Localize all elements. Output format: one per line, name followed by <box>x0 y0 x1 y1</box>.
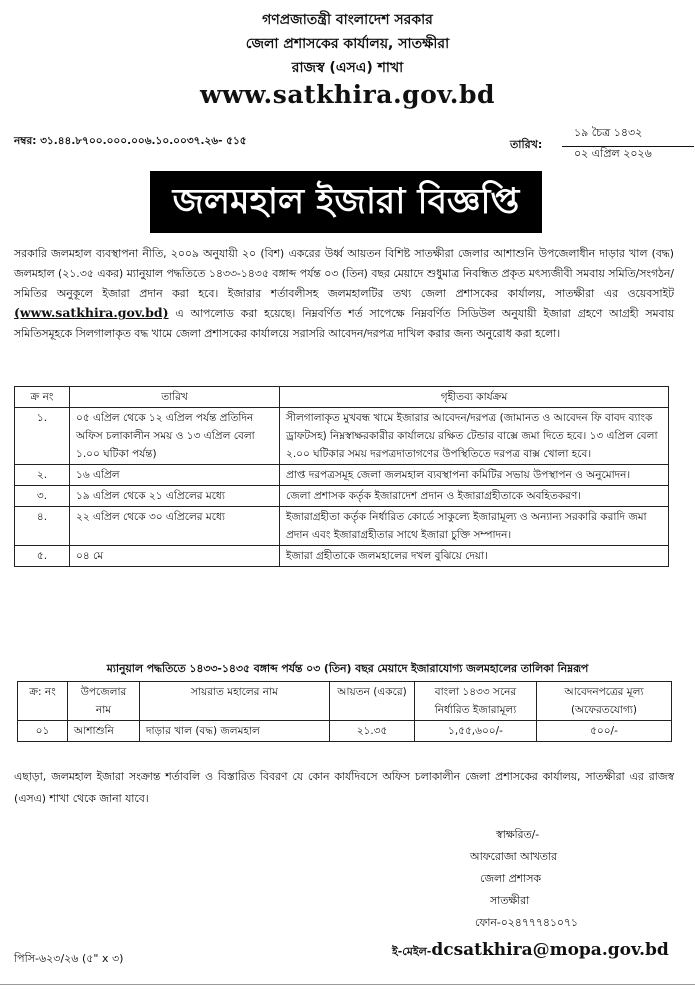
date-bangla: ১৯ চৈত্র ১৪৩২ <box>562 122 694 147</box>
signed-text: স্বাক্ষরিত/- <box>496 828 540 841</box>
cell-area: ২১.৩৫ <box>330 721 415 742</box>
col-price: বাংলা ১৪৩৩ সনের নির্ধারিত ইজারামূল্য <box>415 682 537 721</box>
email-prefix: ই-মেইল- <box>392 945 432 958</box>
col-date: তারিখ <box>70 387 280 408</box>
col-action: গৃহীতব্য কার্যক্রম <box>280 387 669 408</box>
cell-upazila: আশাশুনি <box>68 721 140 742</box>
row-action: সীলগালাকৃত মুখবন্ধ খামে ইজারার আবেদন/দরপত্র (জামানত ও আবেদন ফি বাবদ ব্যাংক ড্রাফটসহ) নিম্নস্বাক্ষরকারীর কার্যালয়ে রক্ষিত টেন্ডার বাক্সে জমা দিতে হবে। ১৩ এপ্রিল বেলা ২.০০ ঘটিকার সময় দরপত্রদাতাগণের উপস্থিতিতে দরপত্র বাক্স খোলা হবে। <box>280 408 669 465</box>
row-serial: ৩. <box>15 486 70 507</box>
table-row <box>15 408 669 465</box>
table-row <box>15 507 669 546</box>
col-serial: ক্র নং <box>15 387 70 408</box>
col-upazila: উপজেলার নাম <box>68 682 140 721</box>
date-english: ০২ এপ্রিল ২০২৬ <box>574 147 652 160</box>
row-date: ১৯ এপ্রিল থেকে ২১ এপ্রিলের মধ্যে <box>70 486 280 507</box>
website-link[interactable]: (www.satkhira.gov.bd) <box>14 305 169 321</box>
cell-price: ১,৫৫,৬০০/- <box>415 721 537 742</box>
notice-title: জলমহাল ইজারা বিজ্ঞপ্তি <box>150 171 542 233</box>
jalmahal-header-row <box>18 682 672 721</box>
office-title: জেলা প্রশাসকের কার্যালয়, সাতক্ষীরা <box>245 36 450 52</box>
row-serial: ৪. <box>15 507 70 546</box>
col-fee: আবেদনপত্রের মূল্য (অফেরতযোগ্য) <box>537 682 672 721</box>
jalmahal-list-title: ম্যানুয়াল পদ্ধতিতে ১৪৩৩-১৪৩৫ বঙ্গাব্দ পর্যন্ত ০৩ (তিন) বছর মেয়াদে ইজারাযোগ্য জলমহালের তালিকা নিম্নরূপ <box>106 662 589 675</box>
col-area: আয়তন (একরে) <box>330 682 415 721</box>
signatory-email-line <box>392 939 669 963</box>
jalmahal-table <box>17 681 672 742</box>
table-row <box>15 546 669 567</box>
col-serial: ক্র: নং <box>18 682 68 721</box>
memo-number: নম্বর: ৩১.৪৪.৮৭০০.০০০.০০৬.১০.০০৩৭.২৬- ৫১৫ <box>14 135 247 147</box>
cell-fee: ৫০০/- <box>537 721 672 742</box>
row-date: ০৪ মে <box>70 546 280 567</box>
pc-code: পিসি-৬২৩/২৬ (৫" x ৩) <box>14 952 124 965</box>
col-name: সায়রাত মহালের নাম <box>140 682 330 721</box>
row-action: ইজারাগ্রহীতা কর্তৃক নির্ধারিত কোর্ডে সাকুল্যে ইজারামূল্য ও অন্যান্য সরকারি করাদি জমা প্রদান এবং ইজারাগ্রহীতার সাথে ইজারা চুক্তি সম্পাদন। <box>280 507 669 546</box>
signatory-email[interactable]: dcsatkhira@mopa.gov.bd <box>431 940 669 960</box>
body-part2: এ আপলোড করা হয়েছে। নিম্নবর্ণিত শর্ত সাপেক্ষে নিম্নবর্ণিত সিডিউল অনুযায়ী ইজারা গ্রহণে আগ্রহী সমবায় সমিতিসমূহকে সিলগালাকৃত বদ্ধ খামে জেলা প্রশাসকের কার্যালয়ে সরাসরি আবেদন/দরপত্র দাখিল করার জন্য অনুরোধ করা হলো। <box>14 307 674 341</box>
row-serial: ৫. <box>15 546 70 567</box>
row-date: ২২ এপ্রিল থেকে ৩০ এপ্রিলের মধ্যে <box>70 507 280 546</box>
schedule-header-row <box>15 387 669 408</box>
signature-block <box>392 824 670 960</box>
body-part1: সরকারি জলমহাল ব্যবস্থাপনা নীতি, ২০০৯ অনুযায়ী ২০ (বিশ) একরের উর্ধ্ব আয়তন বিশিষ্ট সাতক্ষীরা জেলার আশাশুনি উপজেলাধীন দাড়ার খাল (বদ্ধ) জলমহাল (২১.৩৫ একর) ম্যানুয়াল পদ্ধতিতে ১৪৩৩-১৪৩৫ বঙ্গাব্দ পর্যন্ত ০৩ (তিন) বছর মেয়াদে শুধুমাত্র নিবন্ধিত প্রকৃত মৎস্যজীবী সমবায় সমিতি/সংগঠন/সমিতির অনুকূলে ইজারা প্রদান করা হবে। ইজারার শর্তাবলীসহ জলমহালটির তথ্য জেলা প্রশাসকের কার্যালয়, সাতক্ষীরা এর ওয়েবসাইট <box>14 247 675 300</box>
row-serial: ১. <box>15 408 70 465</box>
bottom-divider <box>0 984 695 985</box>
cell-name: দাড়ার খাল (বদ্ধ) জলমহাল <box>140 721 330 742</box>
signatory-designation: জেলা প্রশাসক <box>480 872 541 885</box>
table-row <box>18 721 672 742</box>
table-row <box>15 465 669 486</box>
section-title: রাজস্ব (এসএ) শাখা <box>291 60 404 76</box>
website-header: www.satkhira.gov.bd <box>200 80 495 109</box>
date-label: তারিখ: <box>510 138 543 151</box>
row-action: ইজারা গ্রহীতাকে জলমহালের দখল বুঝিয়ে দেয়া। <box>280 546 669 567</box>
row-action: জেলা প্রশাসক কর্তৃক ইজারাদেশ প্রদান ও ইজারাগ্রহীতাকে অবহিতকরণ। <box>280 486 669 507</box>
govt-title: গণপ্রজাতন্ত্রী বাংলাদেশ সরকার <box>262 12 433 28</box>
cell-serial: ০১ <box>18 721 68 742</box>
row-serial: ২. <box>15 465 70 486</box>
signatory-name: আফরোজা আখতার <box>470 850 557 863</box>
table-row <box>15 486 669 507</box>
row-action: প্রাপ্ত দরপত্রসমূহ জেলা জলমহাল ব্যবস্থাপনা কমিটির সভায় উপস্থাপন ও অনুমোদন। <box>280 465 669 486</box>
schedule-table <box>14 386 669 567</box>
row-date: ০৫ এপ্রিল থেকে ১২ এপ্রিল পর্যন্ত প্রতিদিন অফিস চলাকালীন সময় ও ১৩ এপ্রিল বেলা ১.০০ ঘটিকা পর্যন্ত) <box>70 408 280 465</box>
row-date: ১৬ এপ্রিল <box>70 465 280 486</box>
footer-note: এছাড়া, জলমহাল ইজারা সংক্রান্ত শর্তাবলি ও বিস্তারিত বিবরণ যে কোন কার্যদিবসে অফিস চলাকালীন জেলা প্রশাসকের কার্যালয়, সাতক্ষীরা এর রাজস্ব (এসএ) শাখা থেকে জানা যাবে। <box>14 770 674 805</box>
signatory-place: সাতক্ষীরা <box>490 894 530 907</box>
notice-body <box>14 244 674 344</box>
signatory-phone: ফোন-০২৪৭৭৭৪১০৭১ <box>475 916 578 929</box>
